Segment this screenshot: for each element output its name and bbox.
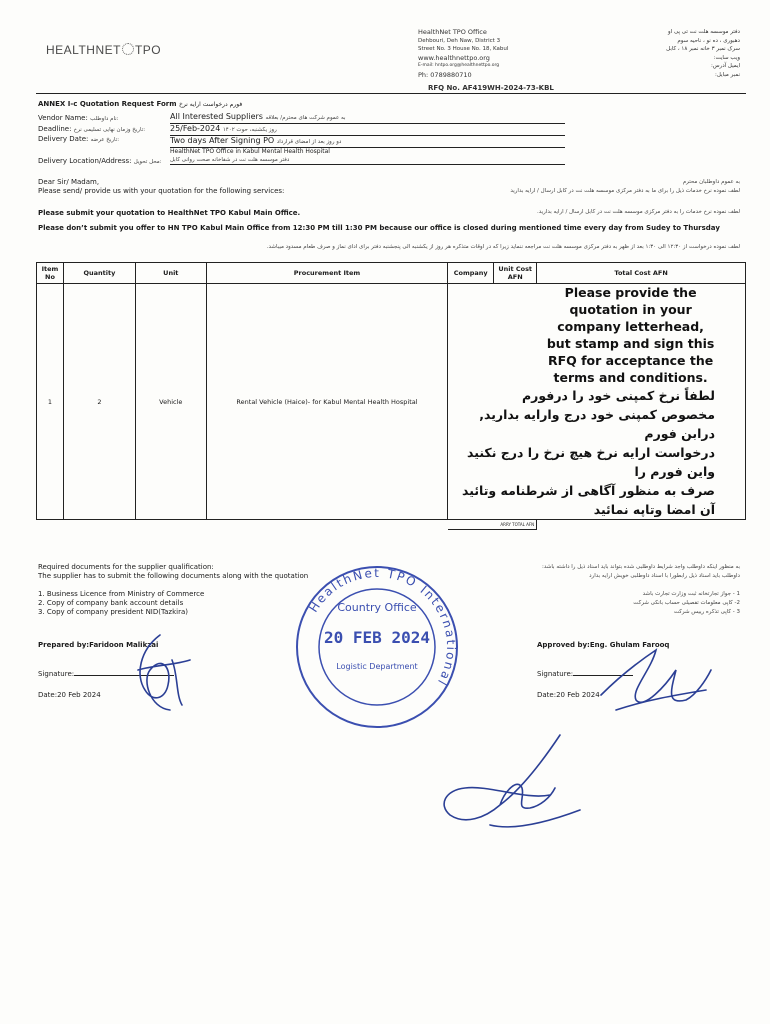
greeting-block [38,178,284,196]
signature-line-right: Signature: [537,670,687,678]
office-address-en [418,28,508,79]
office-email: E-mail: hntpo.org@healthnettpo.org [418,63,500,68]
annex-values: All Interested Suppliers به عموم شرکت های محترم/ بعلاقه 25/Feb-2024 روز یکشنبه، حوت ۱۴۰۲ Two days After Signing PO دو روز بعد از امضای قرارداد [170,112,565,148]
cell-unit: Vehicle [135,284,206,520]
requirement-item: 1. Business Licence from Ministry of Commerce [38,590,205,598]
approved-by: Approved by:Eng. Ghulam Farooq [537,641,670,649]
cell-quantity: 2 [63,284,135,520]
header-divider [36,93,746,94]
col-total-cost: Total Cost AFN [537,263,746,284]
signature-right-mark [596,640,716,720]
annex-labels: Vendor Name: نام داوطلب: Deadline: تاریخ وزمان نهایی تسلیمی نرخ: Delivery Date: تاریخ عرضه: [38,114,146,143]
vendor-label: Vendor Name: [38,114,88,122]
stamp-ring-text: HealthNet TPO International [306,565,459,690]
cell-description: Rental Vehicle (Haice)- for Kabul Mental Health Hospital [206,284,447,520]
submit-instruction-fa: لطف نموده نرخ خدمات را به دفتر مرکزی موسسه هلت نت در کابل ارسال / ارایه بدارید. [537,209,740,215]
office-phone-fa: نمبر مبایل: [715,71,740,78]
quotation-note-fa-2: مخصوص کمپنی خود درج وارایه بدارید, درابن فورم [479,407,715,441]
office-street: Street No. 3 House No. 18, Kabul [418,46,509,52]
table-row [37,284,746,520]
office-website-fa: ویب سایت: [713,54,740,61]
signature-left-mark [120,630,200,715]
office-street-fa: سرک نمبر ۳ خانه نمبر ۱۸ ، کابل [666,46,740,52]
requirements-heading: Required documents for the supplier qualification: [38,563,214,571]
address-value: HealthNet TPO Office in Kabul Mental Health Hospital دفتر موسسه هلت نت در شفاخانه صحت روانی کابل [170,148,565,165]
office-hours-notice: Please don’t submit you offer to HN TPO Kabul Main Office from 12:30 PM till 1:30 PM because our office is closed during mentioned time every day from Sudey to Thursday [38,224,720,232]
office-name-fa: دفتر موسسه هلت نت تی پی او [668,29,740,35]
col-procurement-item: Procurement Item [206,263,447,284]
date-right: Date:20 Feb 2024 [537,691,600,699]
vendor-value: All Interested Suppliers [170,112,263,121]
cell-item: 1 [37,284,64,520]
stamp-office: Country Office [337,601,417,614]
globe-icon [122,43,134,55]
col-unit-cost: Unit Cost AFN [494,263,537,284]
deadline-value: 25/Feb-2024 [170,124,221,133]
col-item-no: Item No [37,263,64,284]
date-left: Date:20 Feb 2024 [38,691,101,699]
annex-title: ANNEX I-c Quotation Request Form فورم درخواست ارایه نرخ [38,100,243,108]
cell-quotation-note [448,284,746,520]
requirement-item: 2. Copy of company bank account details [38,599,184,607]
signature-line-left: Signature: [38,670,188,678]
requirements-subheading: The supplier has to submit the following documents along with the quotation [38,572,309,580]
table-total-label: ARRY TOTAL AFN [448,520,537,530]
deadline-label: Deadline: [38,124,72,133]
office-area-fa: دهبوری ، ده نو ، ناحیه سوم [677,37,740,44]
greeting: Dear Sir/ Madam, [38,178,100,186]
procurement-table [36,262,746,530]
quotation-note-fa-1: لطفاً نرخ کمپنی خود را درفورم [521,388,715,403]
healthnet-logo [46,43,161,57]
quotation-note-fa-3: درخواست ارایه نرخ هیچ نرخ را درج نکنید واین فورم را [467,445,715,479]
table-header-row [37,263,746,284]
col-quantity: Quantity [63,263,135,284]
office-phone: Ph: 0789880710 [418,70,472,79]
requirements-block [38,563,308,617]
logo-text: HEALTHNET [46,43,121,57]
table-footer-row [37,520,746,530]
quotation-note-fa-4: صرف به منظور آگاهی از شرطنامه وتائید آن امضا وتاپه نمائید [462,483,715,517]
col-unit: Unit [135,263,206,284]
address-label: Delivery Location/Address: محل تحویل: [38,157,162,165]
office-area: Dehbouri, Deh Naw, District 3 [418,37,501,44]
office-email-fa: ایمیل آدرس: [710,63,740,69]
col-company: Company [448,263,494,284]
request-paragraph: Please send/ provide us with your quotation for the following services: [38,187,285,195]
requirement-item: 3. Copy of company president NID(Tazkira) [38,608,188,616]
stamp-department: Logistic Department [336,662,418,671]
quotation-note-en: Please provide the quotation in your company letterhead, but stamp and sign this RFQ for acceptance the terms and conditions. [546,285,715,385]
requirements-block-fa: به منظور اینکه داوطلب واجد شرایط داوطلبی شده بتواند باید اسناد ذیل را داشته باشد: داوطلب باید اسناد ذیل رابطورا با اسناد داوطلبی خویش ارایه بدارد 1 - جواز تجارتخانه ثبت وزارت تجارت باشد 2- کاپی معلومات تفصیلی حساب بانکی شرکت 3 - کاپی تذکره رییس شرکت [542,564,740,615]
office-address-fa [590,28,740,79]
submit-instruction: Please submit your quotation to HealthNet TPO Kabul Main Office. [38,209,301,217]
delivery-label: Delivery Date: [38,135,89,143]
delivery-value: Two days After Signing PO [170,136,275,145]
organization-stamp [293,563,461,731]
office-name: HealthNet TPO Office [418,28,487,36]
greeting-block-fa: به عموم داوطلبان محترم لطف نموده نرخ خدمات ذیل را برای ما به دفتر مرکزی موسسه هلت نت در کابل ارسال / ارایه بدارید [510,179,740,194]
signature-bottom-mark [430,730,600,840]
logo-suffix: TPO [134,43,162,57]
rfq-number: RFQ No. AF419WH-2024-73-KBL [428,84,554,92]
stamp-date: 20 FEB 2024 [324,628,430,647]
prepared-by: Prepared by:Faridoon Malikzai [38,641,159,649]
office-hours-notice-fa: لطف نموده درخواست از ۱۲:۳۰ الی ۱:۳۰ بعد از ظهر به دفتر مرکزی موسسه هلت نت مراجعه ننماید زیرا که در اوقات متذکره هر روز از یکشنبه الی پنجشنبه دفتر برای ادای نماز و صرف طعام مسدود میباشد. [266,244,740,250]
office-website: www.healthnettpo.org [418,53,490,62]
